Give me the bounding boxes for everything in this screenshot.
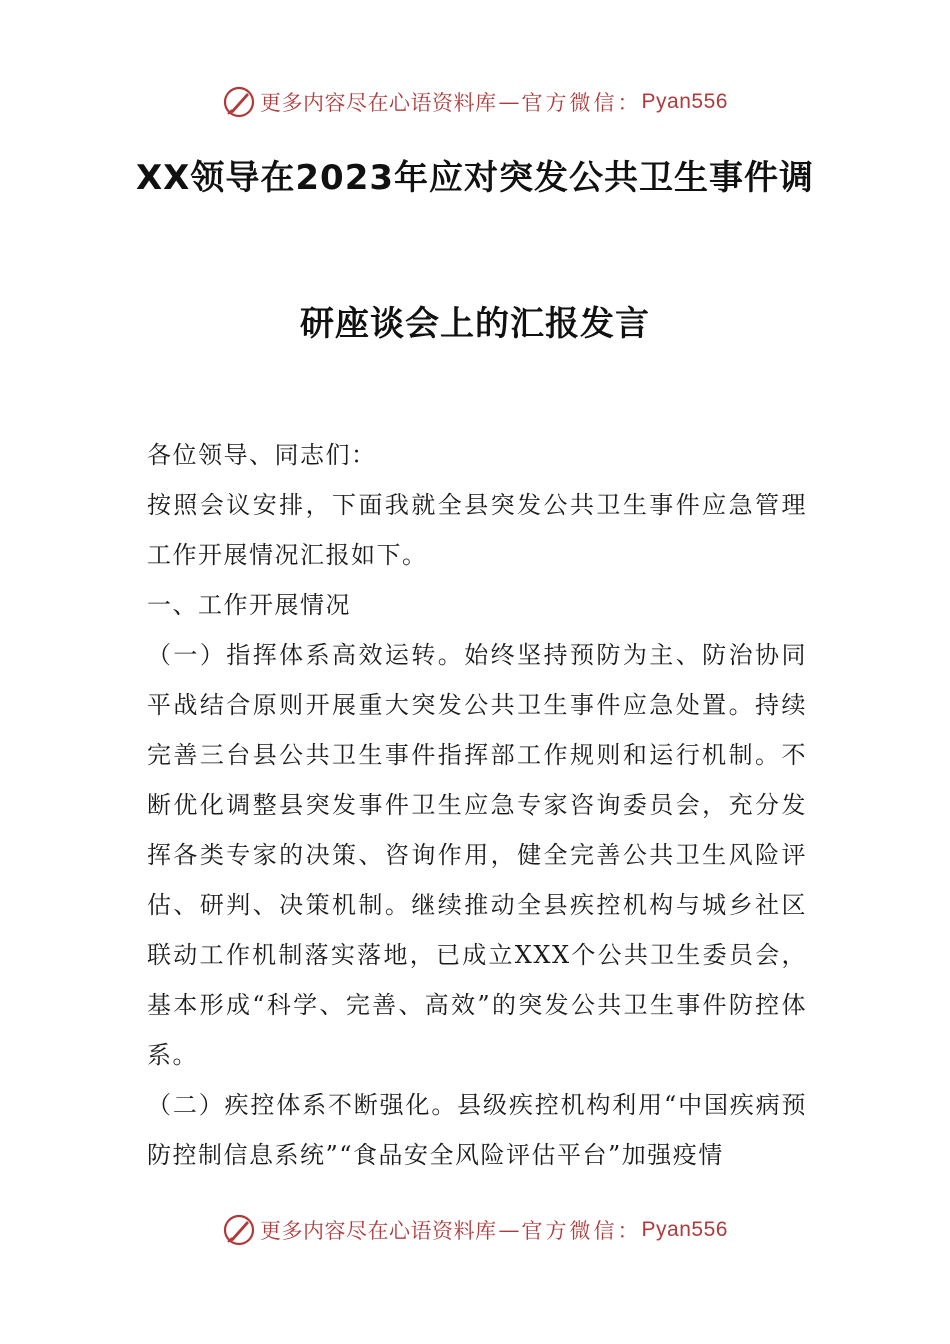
banner-brand: 更多内容尽在心语资料库 (260, 1219, 497, 1243)
watermark-banner-top (0, 82, 950, 122)
banner-dash: — (498, 90, 520, 114)
salutation: 各位领导、同志们： (147, 441, 377, 469)
paragraph-2: （二）疾控体系不断强化。县级疾控机构利用“中国疾病预防控制信息系统”“食品安全风险评估平台”加强疫情 (147, 1091, 807, 1169)
banner-brand: 更多内容尽在心语资料库 (260, 91, 497, 115)
document-title-line-2: 研座谈会上的汇报发言 (300, 304, 650, 344)
document-body (147, 430, 807, 1180)
intro-paragraph: 按照会议安排，下面我就全县突发公共卫生事件应急管理工作开展情况汇报如下。 (147, 491, 807, 569)
paragraph-1: （一）指挥体系高效运转。始终坚持预防为主、防治协同平战结合原则开展重大突发公共卫生事件应急处置。持续完善三台县公共卫生事件指挥部工作规则和运行机制。不断优化调整县突发事件卫生应急专家咨询委员会，充分发挥各类专家的决策、咨询作用，健全完善公共卫生风险评估、研判、决策机制。继续推动全县疾控机构与城乡社区联动工作机制落实落地，已成立XXX个公共卫生委员会，基本形成“科学、完善、高效”的突发公共卫生事件防控体系。 (147, 641, 807, 1069)
section-heading: 一、工作开展情况 (147, 591, 351, 619)
quill-logo-icon (222, 85, 256, 119)
banner-wechat-label: 官方微信： (521, 1219, 642, 1243)
quill-logo-icon (222, 1213, 256, 1247)
banner-wechat-id: Pyan556 (641, 1218, 728, 1241)
document-title-line-1: XX领导在2023年应对突发公共卫生事件调 (135, 158, 815, 198)
watermark-banner-bottom (0, 1210, 950, 1250)
banner-dash: — (498, 1218, 520, 1242)
banner-wechat-id: Pyan556 (641, 90, 728, 113)
banner-wechat-label: 官方微信： (521, 91, 642, 115)
